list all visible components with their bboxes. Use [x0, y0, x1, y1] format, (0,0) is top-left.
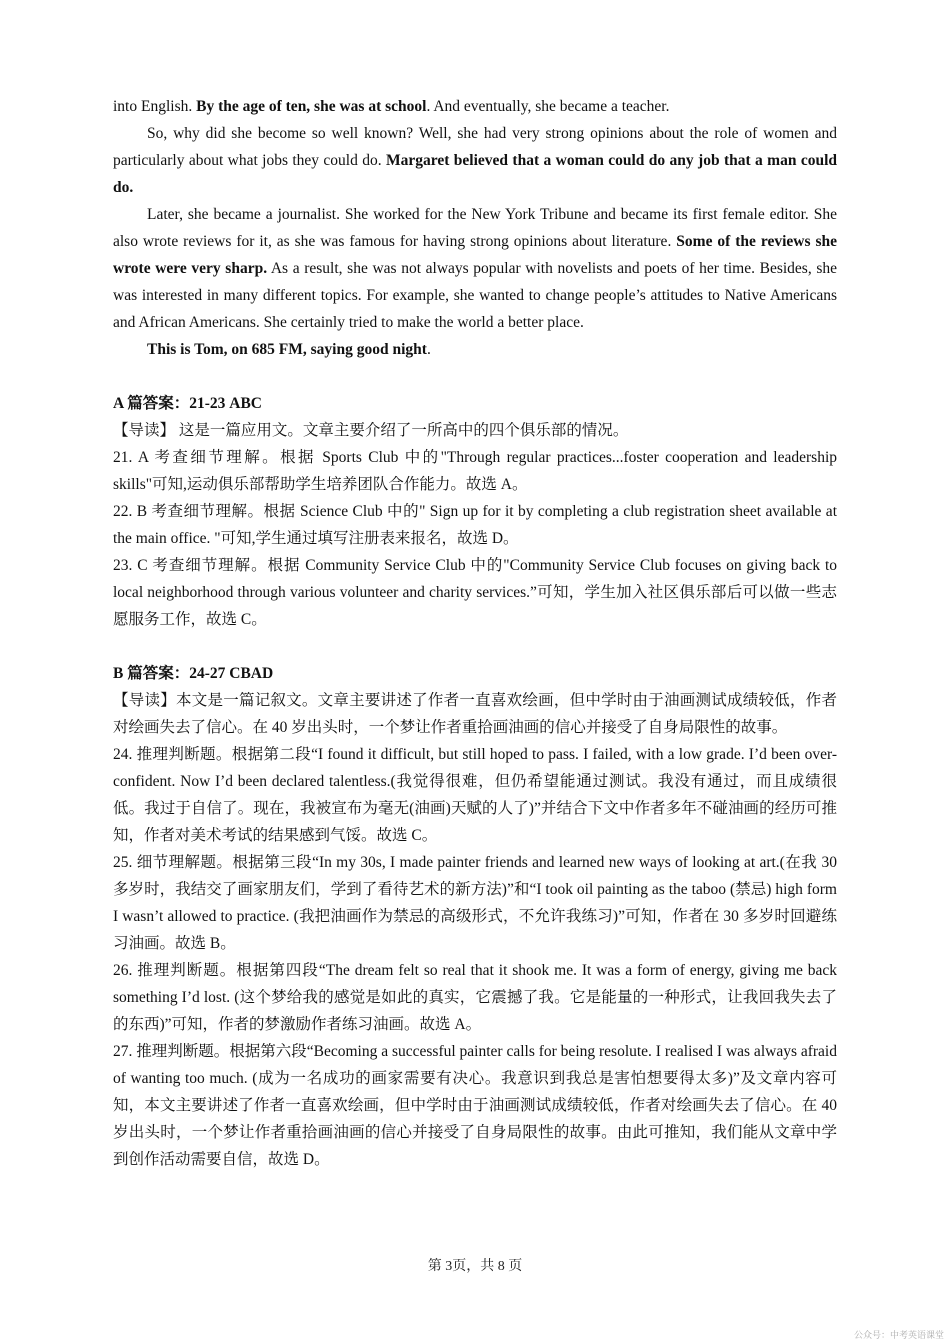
passage-paragraph: This is Tom, on 685 FM, saying good night. — [147, 341, 431, 358]
section-b-line: 【导读】本文是一篇记叙文。文章主要讲述了作者一直喜欢绘画，但中学时由于油画测试成绩较低，作者对绘画失去了信心。在 40 岁出头时，一个梦让作者重拾画油画的信心并接受了自身局限性的故事。 — [113, 692, 837, 736]
section-b-title: B 篇答案：24-27 CBAD — [113, 665, 274, 682]
page-footer: 第 3页，共 8 页 — [427, 1259, 523, 1274]
section-a-line: 23. C 考查细节理解。根据 Community Service Club 中的"Community Service Club focuses on giving back to local neighborhood through various volunteer and charity services.”可知，学生加入社区俱乐部后可以做一些志愿服务工作，故选 C。 — [113, 557, 837, 628]
section-a-line: 【导读】 这是一篇应用文。文章主要介绍了一所高中的四个俱乐部的情况。 — [113, 422, 629, 439]
section-b-line: 26. 推理判断题。根据第四段“The dream felt so real that it shook me. It was a form of energy, giving me back something I’d lost. (这个梦给我的感觉是如此的真实，它震撼了我。它是能量的一种形式，让我回我失去了的东西)”可知，作者的梦激励作者练习油画。故选 A。 — [113, 962, 837, 1033]
passage-paragraph: Later, she became a journalist. She worked for the New York Tribune and became its first female editor. She also wrote reviews for it, as she was famous for having strong opinions about literature. Some of the reviews she wrote were very sharp. As a result, she was not always popular with novelists and poets of her time. Besides, she was interested in many different topics. For example, she wanted to change people’s attitudes to Native Americans and African Americans. She certainly tried to make the world a better place. — [113, 206, 837, 331]
section-b-line: 25. 细节理解题。根据第三段“In my 30s, I made painter friends and learned new ways of looking at art.(在我 30 多岁时，我结交了画家朋友们，学到了看待艺术的新方法)”和“I took oil painting as the taboo (禁忌) high form I wasn’t allowed to practice. (我把油画作为禁忌的高级形式，不允许我练习)”可知，作者在 30 多岁时回避练习油画。故选 B。 — [113, 854, 837, 952]
section-b-line: 24. 推理判断题。根据第二段“I found it difficult, but still hoped to pass. I failed, with a low grade. I’d been over-confident. Now I’d been declared talentless.(我觉得很难，但仍希望能通过测试。我没有通过，而且成绩很低。我过于自信了。现在，我被宣布为毫无(油画)天赋的人了)”并结合下文中作者多年不碰油画的经历可推知，作者对美术考试的结果感到气馁。故选 C。 — [113, 746, 837, 844]
section-a-line: 22. B 考查细节理解。根据 Science Club 中的" Sign up for it by completing a club registration sheet available at the main office. "可知,学生通过填写注册表来报名，故选 D。 — [113, 503, 837, 547]
watermark: 公众号：中考英语课堂 — [853, 1331, 944, 1341]
document-body — [113, 93, 837, 1173]
section-a-title: A 篇答案：21-23 ABC — [113, 395, 262, 412]
section-b-line: 27. 推理判断题。根据第六段“Becoming a successful painter calls for being resolute. I realised I was always afraid of wanting too much. (成为一名成功的画家需要有决心。我意识到我总是害怕想要得太多)”及文章内容可知，本文主要讲述了作者一直喜欢绘画，但中学时由于油画测试成绩较低，作者对绘画失去了信心。在 40 岁出头时，一个梦让作者重拾画油画的信心并接受了自身局限性的故事。由此可推知，我们能从文章中学到创作活动需要自信，故选 D。 — [113, 1043, 837, 1168]
passage-paragraph: So, why did she become so well known? Well, she had very strong opinions about the role of women and particularly about what jobs they could do. Margaret believed that a woman could do any job that a man could do. — [113, 125, 837, 196]
section-a-line: 21. A 考查细节理解。根据 Sports Club 中的"Through regular practices...foster cooperation and leadership skills"可知,运动俱乐部帮助学生培养团队合作能力。故选 A。 — [113, 449, 837, 493]
passage-paragraph: into English. By the age of ten, she was at school. And eventually, she became a teacher. — [113, 98, 670, 115]
